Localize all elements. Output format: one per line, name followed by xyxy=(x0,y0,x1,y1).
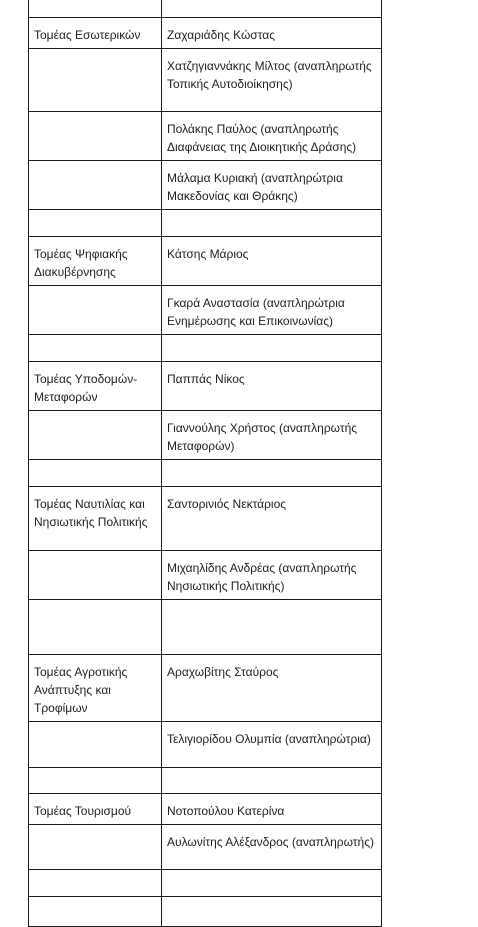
table-row xyxy=(29,897,382,927)
table-row xyxy=(29,161,382,210)
table-row xyxy=(29,0,382,18)
sector-cell xyxy=(29,460,162,487)
member-cell: Αυλωνίτης Αλέξανδρος (αναπληρωτής) xyxy=(162,825,382,870)
member-cell: Χατζηγιαννάκης Μίλτος (αναπληρωτής Τοπικής Αυτοδιοίκησης) xyxy=(162,49,382,112)
table-row xyxy=(29,210,382,237)
table-row xyxy=(29,18,382,49)
sector-cell xyxy=(29,112,162,161)
member-cell xyxy=(162,0,382,18)
member-cell xyxy=(162,600,382,655)
member-cell: Γιαννούλης Χρήστος (αναπληρωτής Μεταφορών) xyxy=(162,411,382,460)
member-cell: Μιχαηλίδης Ανδρέας (αναπληρωτής Νησιωτικής Πολιτικής) xyxy=(162,551,382,600)
sector-cell xyxy=(29,411,162,460)
member-cell: Νοτοπούλου Κατερίνα xyxy=(162,794,382,825)
sector-cell xyxy=(29,551,162,600)
table-row xyxy=(29,286,382,335)
table-row xyxy=(29,112,382,161)
table-row xyxy=(29,768,382,794)
table-row xyxy=(29,237,382,286)
sector-cell xyxy=(29,335,162,362)
member-cell: Ζαχαριάδης Κώστας xyxy=(162,18,382,49)
sector-members-table xyxy=(28,0,382,927)
member-cell xyxy=(162,210,382,237)
sector-cell: Τομέας Τουρισμού xyxy=(29,794,162,825)
table-row xyxy=(29,362,382,411)
table-row xyxy=(29,870,382,897)
table-row xyxy=(29,411,382,460)
member-cell xyxy=(162,870,382,897)
member-cell: Παππάς Νίκος xyxy=(162,362,382,411)
sector-cell xyxy=(29,600,162,655)
table-row xyxy=(29,794,382,825)
sector-cell: Τομέας Αγροτικής Ανάπτυξης και Τροφίμων xyxy=(29,655,162,722)
sector-cell xyxy=(29,768,162,794)
table-row xyxy=(29,551,382,600)
member-cell: Σαντορινιός Νεκτάριος xyxy=(162,487,382,551)
sector-cell xyxy=(29,825,162,870)
member-cell: Μάλαμα Κυριακή (αναπληρώτρια Μακεδονίας και Θράκης) xyxy=(162,161,382,210)
sector-cell xyxy=(29,161,162,210)
member-cell: Τελιγιορίδου Ολυμπία (αναπληρώτρια) xyxy=(162,722,382,768)
table-row xyxy=(29,722,382,768)
table-row xyxy=(29,335,382,362)
sector-cell: Τομέας Υποδομών-Μεταφορών xyxy=(29,362,162,411)
member-cell xyxy=(162,460,382,487)
sector-cell xyxy=(29,286,162,335)
sector-cell xyxy=(29,210,162,237)
sector-cell xyxy=(29,870,162,897)
table-body xyxy=(29,0,382,927)
table-row xyxy=(29,655,382,722)
member-cell xyxy=(162,335,382,362)
sector-cell: Τομέας Εσωτερικών xyxy=(29,18,162,49)
sector-cell xyxy=(29,722,162,768)
table-row xyxy=(29,487,382,551)
sector-cell: Τομέας Ναυτιλίας και Νησιωτικής Πολιτικής xyxy=(29,487,162,551)
sector-cell: Τομέας Ψηφιακής Διακυβέρνησης xyxy=(29,237,162,286)
member-cell: Κάτσης Μάριος xyxy=(162,237,382,286)
table-row xyxy=(29,825,382,870)
sector-cell xyxy=(29,49,162,112)
sector-cell xyxy=(29,897,162,927)
member-cell xyxy=(162,768,382,794)
sector-cell xyxy=(29,0,162,18)
member-cell: Αραχωβίτης Σταύρος xyxy=(162,655,382,722)
table-row xyxy=(29,49,382,112)
member-cell xyxy=(162,897,382,927)
table-row xyxy=(29,600,382,655)
member-cell: Γκαρά Αναστασία (αναπληρώτρια Ενημέρωσης και Επικοινωνίας) xyxy=(162,286,382,335)
table-row xyxy=(29,460,382,487)
member-cell: Πολάκης Παύλος (αναπληρωτής Διαφάνειας της Διοικητικής Δράσης) xyxy=(162,112,382,161)
